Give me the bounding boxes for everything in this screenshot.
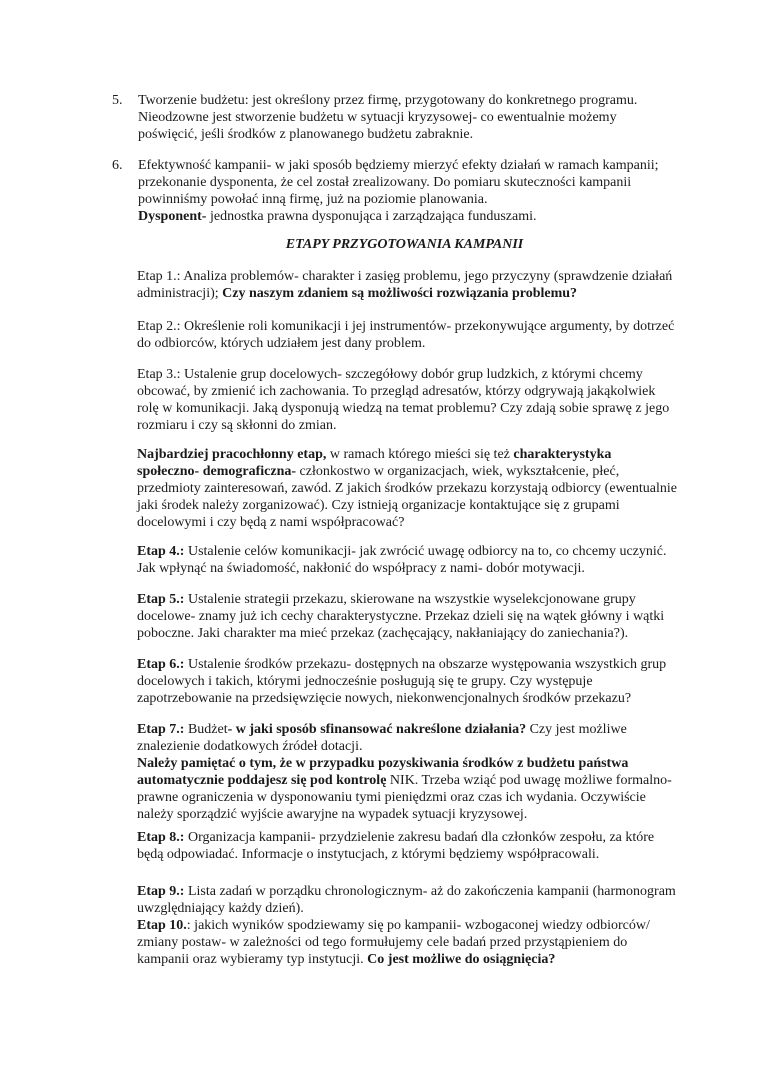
- etap-4-label: Etap 4.:: [137, 544, 185, 559]
- etap-10-text: : jakich wyników spodziewamy się po kampanii- wzbogaconej wiedzy odbiorców/ zmiany postaw- w zależności od tego formułujemy cele badań przed przystąpieniem do kampanii oraz wybieramy typ instytucji.: [137, 918, 650, 967]
- etap-1-question: Czy naszym zdaniem są możliwości rozwiązania problemu?: [222, 286, 578, 301]
- etap-5-label: Etap 5.:: [137, 592, 185, 607]
- list-number: 6.: [112, 158, 123, 173]
- etap-8-label: Etap 8.:: [137, 830, 185, 845]
- etap-1-paragraph: [137, 268, 677, 302]
- etap-7-paragraph: [137, 721, 677, 823]
- list-item-5: [112, 92, 672, 143]
- etap-2-text: Etap 2.: Określenie roli komunikacji i jej instrumentów- przekonywujące argumenty, by dotrzeć do odbiorców, których udziałem jest dany problem.: [137, 319, 675, 351]
- etap-7-text-2: Czy jest możliwe znalezienie dodatkowych źródeł dotacji.: [137, 722, 627, 754]
- list-item-text: Tworzenie budżetu: jest określony przez firmę, przygotowany do konkretnego programu. Nieodzowne jest stworzenie budżetu w sytuacji kryzysowej- co ewentualnie możemy poświęcić, jeśli środków z planowanego budżetu zabraknie.: [138, 93, 638, 142]
- list-number: 5.: [112, 93, 123, 108]
- etap-1-text: Etap 1.: Analiza problemów- charakter i zasięg problemu, jego przyczyny (sprawdzenie działań administracji);: [137, 269, 673, 301]
- najbardziej-paragraph: [137, 446, 677, 531]
- etap-7-text-1: Budżet: [184, 722, 228, 737]
- etap-2-paragraph: [137, 318, 677, 352]
- etap-6-paragraph: [137, 656, 677, 707]
- etap-3-paragraph: [137, 366, 677, 434]
- section-heading: ETAPY PRZYGOTOWANIA KAMPANII: [285, 237, 524, 252]
- list-item-6: [112, 157, 672, 225]
- etap-5-text: Ustalenie strategii przekazu, skierowane na wszystkie wyselekcjonowane grupy docelowe- znamy już ich cechy charakterystyczne. Przekaz dzieli się na wątek główny i wątki poboczne. Jaki charakter ma mieć przekaz (zachęcający, nakłaniający do zaniechania?).: [137, 592, 665, 641]
- etap-9-paragraph: [137, 883, 677, 968]
- etap-10-question: Co jest możliwe do osiągnięcia?: [367, 952, 556, 967]
- etap-7-text-3: NIK. Trzeba wziąć pod uwagę możliwe formalno- prawne ograniczenia w dysponowaniu tymi pieniędzmi oraz czas ich wydania. Oczywiście należy sporządzić wyjście awaryjne na wypadek sytuacji kryzysowej.: [137, 773, 672, 822]
- etap-4-paragraph: [137, 543, 677, 577]
- etap-4-text: Ustalenie celów komunikacji- jak zwrócić uwagę odbiorcy na to, co chcemy uczynić. Jak wpłynąć na świadomość, nakłonić do współpracy z nami- dobór motywacji.: [137, 544, 667, 576]
- etap-5-paragraph: [137, 591, 677, 642]
- list-item-text-main: Efektywność kampanii- w jaki sposób będziemy mierzyć efekty działań w ramach kampanii; przekonanie dysponenta, że cel został zrealizowany. Do pomiaru skuteczności kampanii powinniśmy powołać inną firmę, już na poziomie planowania.: [138, 158, 659, 207]
- definition-text: jednostka prawna dysponująca i zarządzająca funduszami.: [206, 209, 537, 224]
- etap-6-text: Ustalenie środków przekazu- dostępnych na obszarze występowania wszystkich grup docelowych i takich, którymi jednocześnie posługują się te grupy. Czy występuje zapotrzebowanie na przedsięwzięcie nowych, niekonwencjonalnych środków przekazu?: [137, 657, 667, 706]
- najbardziej-text-2: członkostwo w organizacjach, wiek, wykształcenie, płeć, przedmioty zainteresowań, zawód. Z jakich środków przekazu korzystają odbiorcy (ewentualnie jaki środek należy zorganizować). Czy istnieją organizacje kontaktujące się z grupami docelowymi i czy będą z nami współpracować?: [137, 464, 677, 530]
- etap-7-bold-1: - w jaki sposób sfinansować nakreślone działania?: [227, 722, 527, 737]
- najbardziej-bold-2: charakterystyka społeczno- demograficzna-: [137, 447, 612, 479]
- najbardziej-text-1: w ramach którego mieści się też: [326, 447, 514, 462]
- definition-term: Dysponent-: [138, 209, 207, 224]
- etap-7-bold-2: Należy pamiętać o tym, że w przypadku pozyskiwania środków z budżetu państwa automatycznie poddajesz się pod kontrolę: [137, 756, 629, 788]
- list-item-text: [138, 157, 672, 225]
- etap-9-label: Etap 9.:: [137, 884, 185, 899]
- najbardziej-bold-1: Najbardziej pracochłonny etap,: [137, 447, 327, 462]
- etap-10-label: Etap 10.: [137, 918, 187, 933]
- etap-8-text: Organizacja kampanii- przydzielenie zakresu badań dla członków zespołu, za które będą odpowiadać. Informacje o instytucjach, z którymi będziemy współpracowali.: [137, 830, 655, 862]
- etap-8-paragraph: [137, 829, 677, 863]
- etap-7-label: Etap 7.:: [137, 722, 185, 737]
- etap-6-label: Etap 6.:: [137, 657, 185, 672]
- etap-9-text: Lista zadań w porządku chronologicznym- aż do zakończenia kampanii (harmonogram uwzględniający każdy dzień).: [137, 884, 676, 916]
- etap-3-text: Etap 3.: Ustalenie grup docelowych- szczegółowy dobór grup ludzkich, z którymi chcemy obcować, by zmienić ich zachowania. To przegląd adresatów, którzy odgrywają jakąkolwiek rolę w komunikacji. Jaką dysponują wiedzą na temat problemu? Czy zdają sobie sprawę z jego rozmiaru i czy są skłonni do zmian.: [137, 367, 670, 433]
